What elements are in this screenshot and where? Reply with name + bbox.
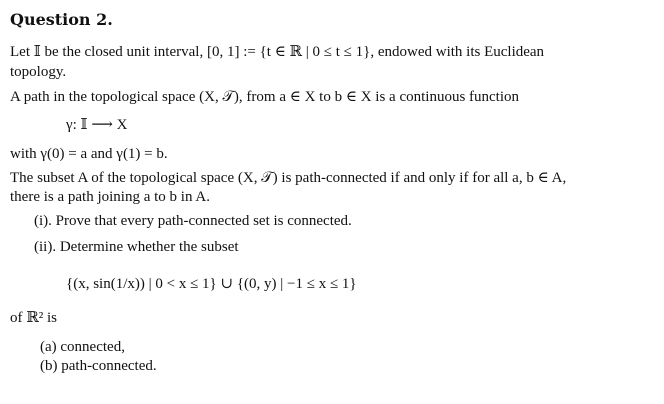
- text-line-3: A path in the topological space (X, 𝒯), from a ∈ X to b ∈ X is a continuous function: [10, 89, 520, 105]
- text-line-7: there is a path joining a to b in A.: [10, 189, 210, 205]
- math-display-subset: {(x, sin(1/x)) | 0 < x ≤ 1} ∪ {(0, y) | −1 ≤ x ≤ 1}: [66, 276, 357, 292]
- item-ii: (ii). Determine whether the subset: [34, 239, 239, 255]
- option-b: (b) path-connected.: [40, 358, 157, 374]
- item-i: (i). Prove that every path-connected set is connected.: [34, 213, 352, 229]
- math-display-gamma: γ: 𝕀 ⟶ X: [66, 117, 128, 133]
- text-line-5: with γ(0) = a and γ(1) = b.: [10, 146, 168, 162]
- option-a: (a) connected,: [40, 339, 125, 355]
- text-line-6: The subset A of the topological space (X, 𝒯) is path-connected if and only if for all a, b ∈ A,: [10, 170, 567, 186]
- text-line-1: Let 𝕀 be the closed unit interval, [0, 1] := {t ∈ ℝ | 0 ≤ t ≤ 1}, endowed with its Euclidean: [10, 44, 545, 60]
- text-line-of-r2: of ℝ² is: [10, 310, 57, 326]
- question-heading: Question 2.: [10, 10, 113, 29]
- text-line-2: topology.: [10, 64, 67, 80]
